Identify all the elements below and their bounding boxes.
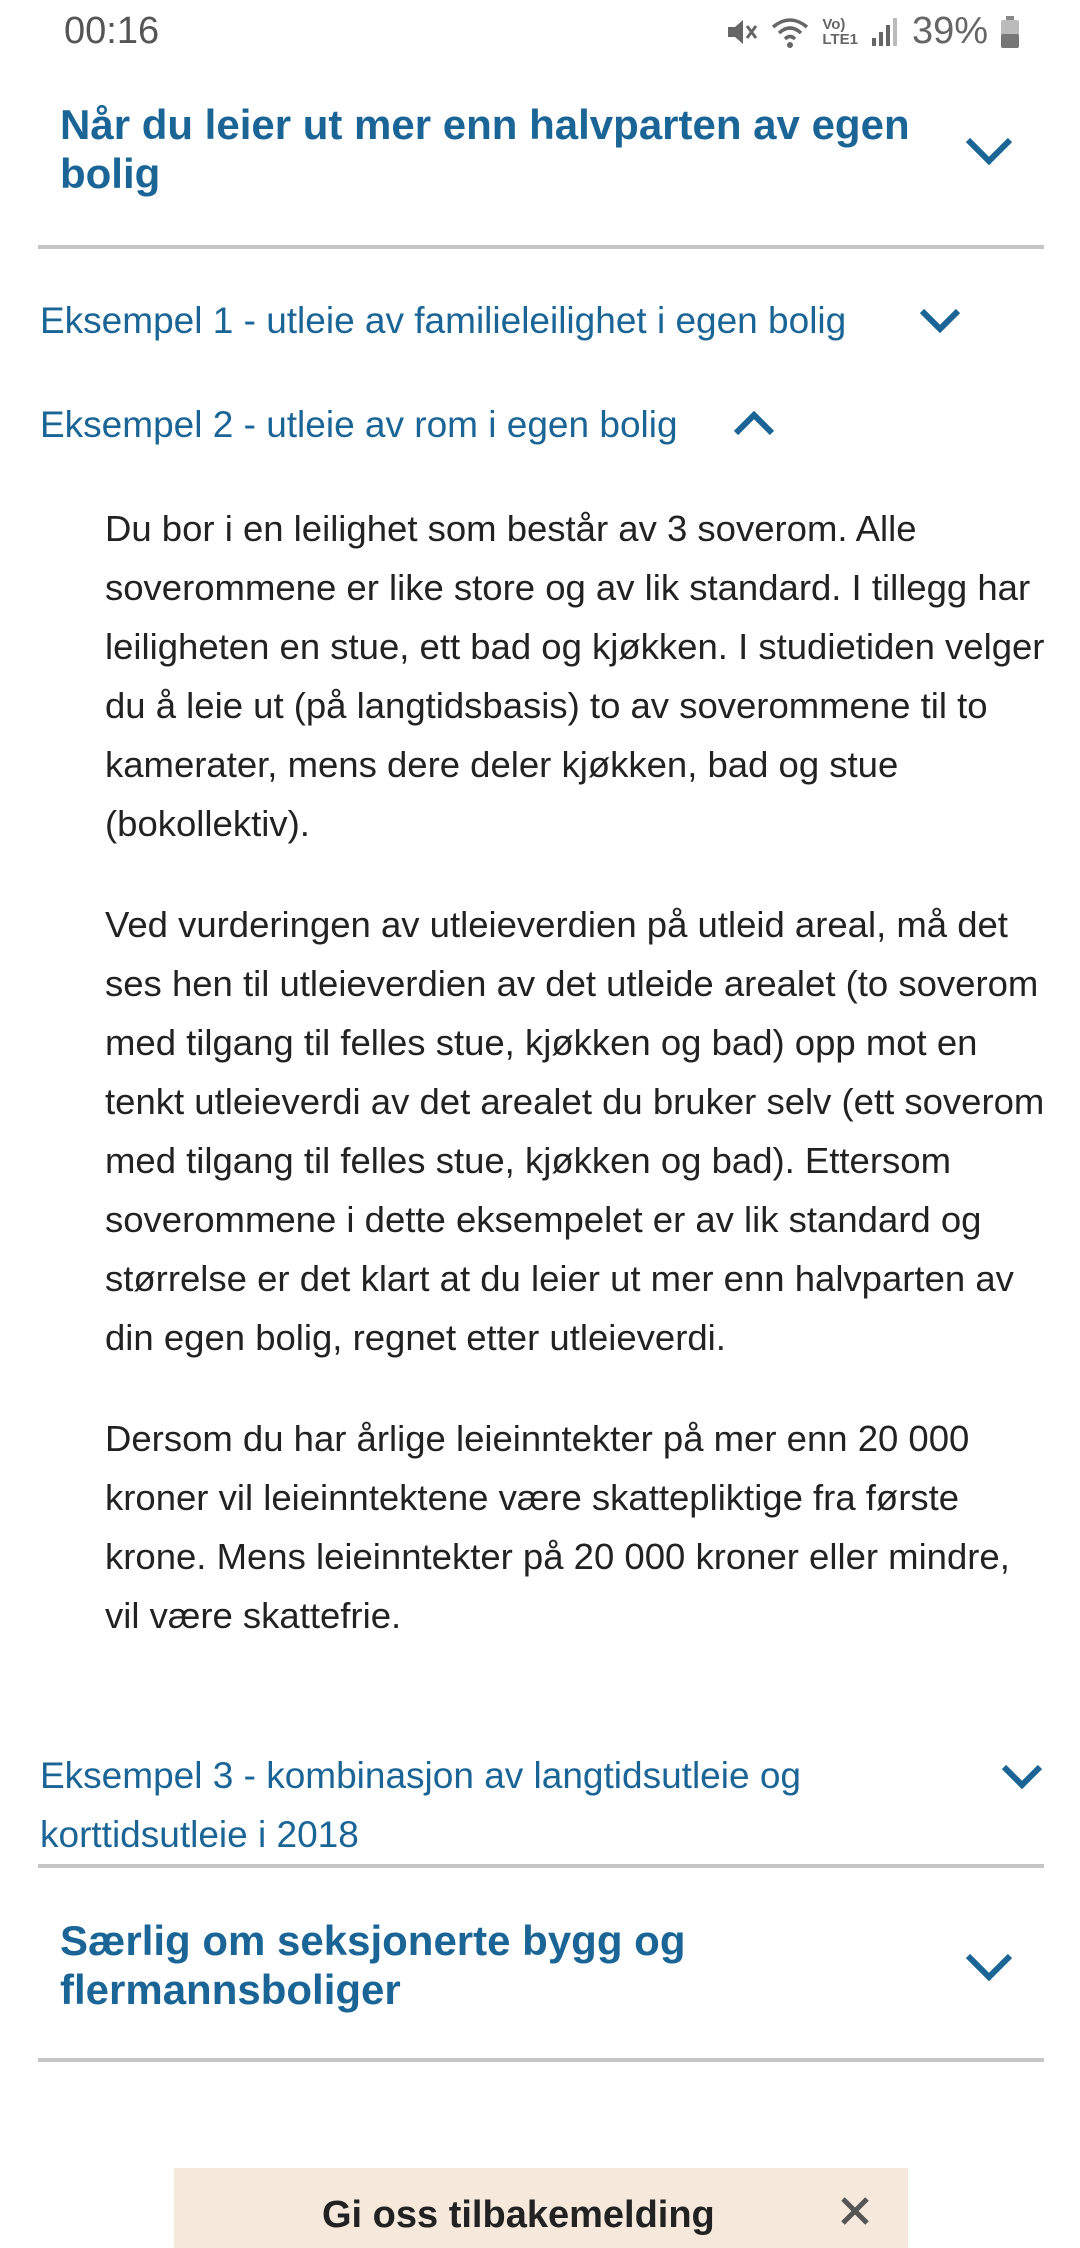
lte-indicator: Vo) LTE1	[822, 15, 858, 48]
section-title: Særlig om seksjonerte bygg og flermannsboliger	[60, 1917, 686, 2013]
status-icons	[724, 10, 1020, 53]
example-2-content	[105, 499, 1045, 1645]
chevron-down-icon	[918, 306, 962, 336]
feedback-button[interactable]	[174, 2168, 908, 2248]
example-title: Eksempel 3 - kombinasjon av langtidsutleie og korttidsutleie i 2018	[40, 1755, 801, 1855]
chevron-down-icon	[964, 134, 1014, 168]
paragraph: Du bor i en leilighet som består av 3 soverom. Alle soverommene er like store og av lik standard. I tillegg har leiligheten en stue, ett bad og kjøkken. I studietiden velger du å leie ut (på langtidsbasis) to av soverommene til to kamerater, mens dere deler kjøkken, bad og stue (bokollektiv).	[105, 508, 1045, 844]
chevron-down-icon	[1000, 1762, 1044, 1792]
battery-icon	[1000, 15, 1020, 49]
section-title: Når du leier ut mer enn halvparten av egen bolig	[60, 101, 910, 197]
wifi-icon	[770, 15, 810, 49]
chevron-down-icon	[964, 1950, 1014, 1984]
example-title: Eksempel 1 - utleie av familieleilighet i egen bolig	[40, 300, 847, 341]
battery-percent: 39%	[911, 10, 988, 52]
accordion-section-sectioned-buildings[interactable]	[38, 1868, 1044, 2062]
accordion-example-1[interactable]	[0, 291, 1080, 351]
accordion-example-2[interactable]	[0, 395, 1080, 455]
chevron-up-icon	[732, 408, 776, 438]
close-icon[interactable]	[840, 2196, 870, 2226]
status-bar	[0, 0, 1080, 66]
paragraph: Dersom du har årlige leieinntekter på mer enn 20 000 kroner vil leieinntektene være skattepliktige fra første krone. Mens leieinntekter på 20 000 kroner eller mindre, vil være skattefrie.	[105, 1418, 1010, 1636]
mute-icon	[724, 15, 758, 49]
accordion-example-3[interactable]	[0, 1746, 1080, 1866]
paragraph: Ved vurderingen av utleieverdien på utleid areal, må det ses hen til utleieverdien av det utleide arealet (to soverom med tilgang til felles stue, kjøkken og bad) opp mot en tenkt utleieverdi av det arealet du bruker selv (ett soverom med tilgang til felles stue, kjøkken og bad). Ettersom soverommene i dette eksempelet er av lik standard og størrelse er det klart at du leier ut mer enn halvparten av din egen bolig, regnet etter utleieverdi.	[105, 904, 1045, 1358]
signal-icon	[870, 16, 900, 48]
feedback-label: Gi oss tilbakemelding	[322, 2194, 715, 2236]
accordion-section-rent-out-more-than-half[interactable]	[38, 96, 1044, 249]
example-title: Eksempel 2 - utleie av rom i egen bolig	[40, 404, 678, 445]
status-time: 00:16	[64, 10, 160, 52]
